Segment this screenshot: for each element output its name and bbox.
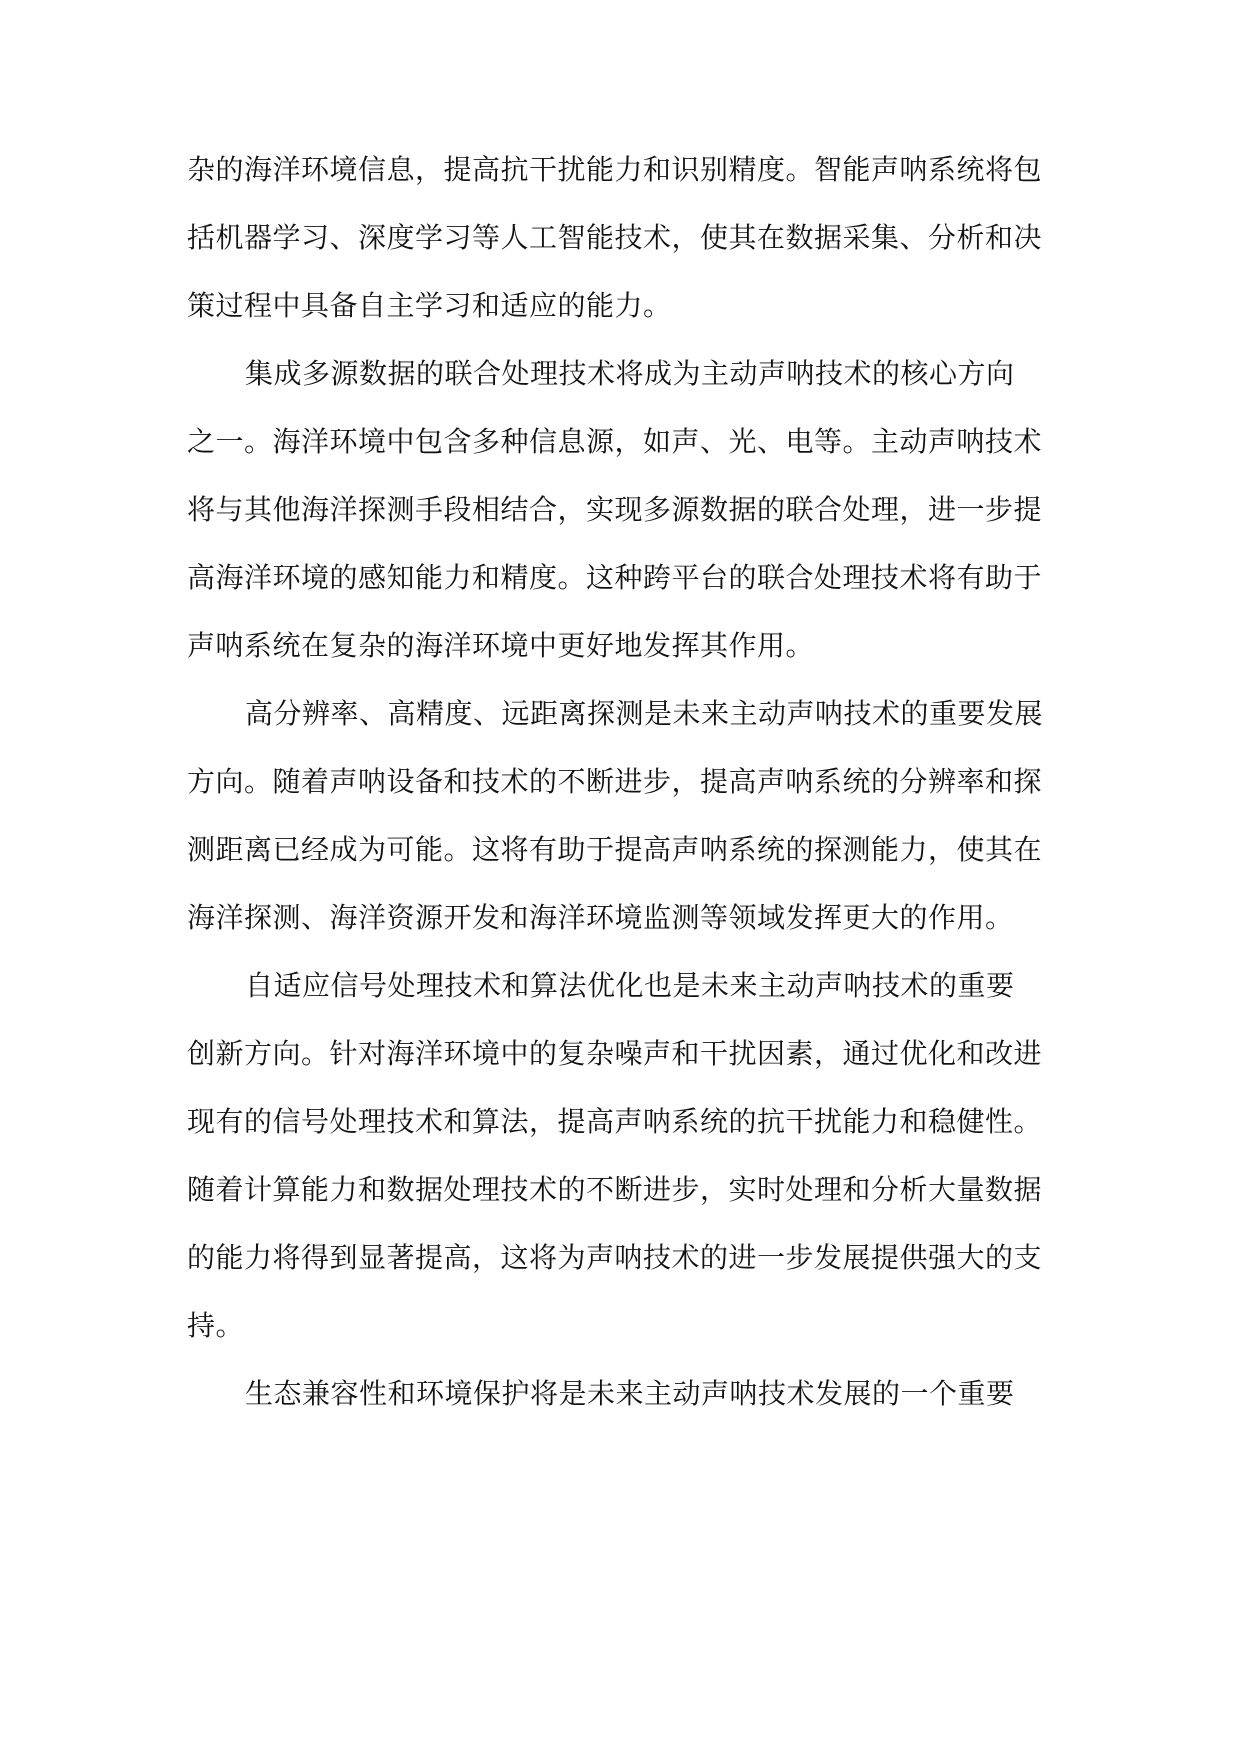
text-line: 的能力将得到显著提高，这将为声呐技术的进一步发展提供强大的支: [187, 1241, 1043, 1274]
text-line: 生态兼容性和环境保护将是未来主动声呐技术发展的一个重要: [245, 1377, 1015, 1410]
text-line: 括机器学习、深度学习等人工智能技术，使其在数据采集、分析和决: [187, 221, 1043, 254]
text-line: 将与其他海洋探测手段相结合，实现多源数据的联合处理，进一步提: [187, 493, 1043, 526]
text-line: 声呐系统在复杂的海洋环境中更好地发挥其作用。: [187, 629, 815, 662]
text-line: 现有的信号处理技术和算法，提高声呐系统的抗干扰能力和稳健性。: [187, 1105, 1043, 1138]
text-line: 策过程中具备自主学习和适应的能力。: [187, 289, 672, 322]
text-line: 测距离已经成为可能。这将有助于提高声呐系统的探测能力，使其在: [187, 833, 1043, 866]
text-line: 方向。随着声呐设备和技术的不断进步，提高声呐系统的分辨率和探: [187, 765, 1043, 798]
text-line: 高分辨率、高精度、远距离探测是未来主动声呐技术的重要发展: [245, 697, 1044, 730]
text-line: 集成多源数据的联合处理技术将成为主动声呐技术的核心方向: [245, 357, 1015, 390]
text-line: 随着计算能力和数据处理技术的不断进步，实时处理和分析大量数据: [187, 1173, 1043, 1206]
text-line: 自适应信号处理技术和算法优化也是未来主动声呐技术的重要: [245, 969, 1015, 1002]
text-line: 海洋探测、海洋资源开发和海洋环境监测等领域发挥更大的作用。: [187, 901, 1014, 934]
text-line: 之一。海洋环境中包含多种信息源，如声、光、电等。主动声呐技术: [187, 425, 1043, 458]
text-line: 高海洋环境的感知能力和精度。这种跨平台的联合处理技术将有助于: [187, 561, 1043, 594]
text-line: 杂的海洋环境信息，提高抗干扰能力和识别精度。智能声呐系统将包: [187, 153, 1043, 186]
text-line: 持。: [187, 1309, 245, 1342]
text-line: 创新方向。针对海洋环境中的复杂噪声和干扰因素，通过优化和改进: [187, 1037, 1043, 1070]
